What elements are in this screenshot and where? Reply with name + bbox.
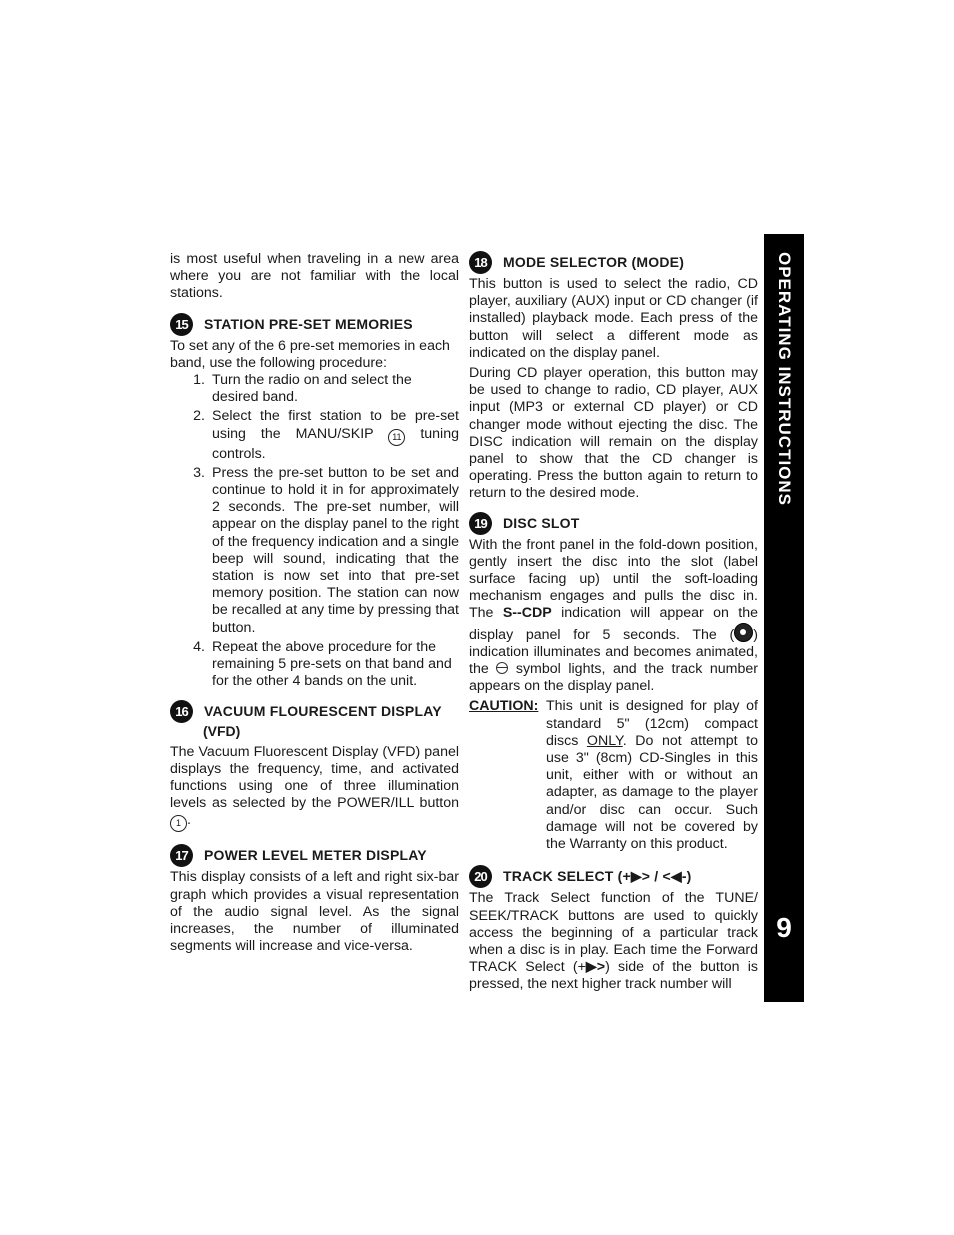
caution-label: CAUTION: [469,698,539,715]
section-18-paragraph-1: This button is used to select the radio, CD player, auxiliary (AUX) input or CD changer (if installed) playback mode. Each press of the button will select a different mode as indicated on the display panel. [469,276,758,361]
section-15-heading [170,313,459,336]
reference-number-icon: 1 [170,815,187,832]
section-number-badge: 17 [170,844,193,867]
page-number: 9 [776,912,792,943]
section-16-heading [170,700,459,723]
reference-number-icon: 11 [388,429,405,446]
list-item: 1. Turn the radio on and select the desired band. [193,372,412,406]
continued-paragraph: is most useful when traveling in a new area where you are not familiar with the local stations. [170,251,459,302]
section-19-body: With the front panel in the fold-down position, gently insert the disc into the slot (label surface facing up) until the soft-loading mechanism engages and pulls the disc in. The S--CDP indication will appear on the display panel for 5 seconds. The ( ) indication illuminates and becomes animated, the symbol lights, and the track number appears on the display panel. [469,536,758,695]
chapter-title: OPERATING INSTRUCTIONS [775,252,794,507]
section-19-heading [469,512,758,535]
section-number-badge: 16 [170,700,193,723]
section-18-heading [469,251,758,274]
chapter-sidebar [764,234,804,1002]
section-title-continued: (VFD) [203,723,241,740]
forward-arrow-icon: ▶> [585,959,606,976]
section-15-intro: To set any of the 6 pre-set memories in each band, use the following procedure: [170,337,450,371]
caution-note [469,698,758,853]
section-title: DISC SLOT [503,514,580,531]
disc-animation-icon [734,623,753,642]
caution-text: This unit is designed for play of standard 5" (12cm) compact discs ONLY. Do not attempt to use 3" (8cm) CD-Singles in this unit, either with or without an adapter, as damage to the player and/or disc can occur. Such damage will not be covered by the Warranty on this product. [546,698,759,853]
section-number-badge: 19 [469,512,492,535]
section-17-heading [170,844,459,867]
list-item: 2. Select the first station to be pre-set using the MANU/SKIP 11 tuning controls. [193,408,459,462]
section-number-badge: 18 [469,251,492,274]
forward-arrow-icon: ▶> [630,868,651,885]
section-20-body: The Track Select function of the TUNE/ SEEK/TRACK buttons are used to quickly access the beginning of a particular track when a disc is in play. Each time the Forward TRACK Select (+▶>) side of the button is pressed, the next higher track number will [469,890,758,993]
section-title: VACUUM FLOURESCENT DISPLAY [204,703,442,720]
list-item: 3. Press the pre-set button to be set and continue to hold it in for approximately 2 seconds. The pre-set number, will appear on the display panel to the right of the frequency indication and a single beep will sound, indicating that the station is now set into that pre-set memory position. The station can now be recalled at any time by pressing that button. [193,464,459,636]
section-17-body: This display consists of a left and right six-bar graph which provides a visual representation of the audio signal level. As the signal increases, the number of illuminated segments will increase and vice-versa. [170,869,459,955]
section-20-heading [469,865,758,888]
right-column [469,251,758,994]
section-number-badge: 15 [170,313,193,336]
disc-symbol-icon [496,662,508,674]
section-title: POWER LEVEL METER DISPLAY [204,847,427,864]
section-title: TRACK SELECT (+▶> / <◀-) [503,868,692,885]
reverse-arrow-icon: ◀ [670,868,682,885]
section-title: STATION PRE-SET MEMORIES [204,315,413,332]
list-item: 4. Repeat the above procedure for the remaining 5 pre-sets on that band and for the other 4 bands on the unit. [193,638,452,690]
section-number-badge: 20 [469,865,492,888]
section-18-paragraph-2: During CD player operation, this button may be used to change to radio, CD player, AUX input (MP3 or external CD player) or CD changer mode without ejecting the disc. The DISC indication will remain on the display panel to show that the CD changer is operating. Press the button again to return to return to the desired mode. [469,365,758,502]
section-title: MODE SELECTOR (MODE) [503,253,685,270]
preset-steps-list [170,372,459,690]
section-16-body: The Vacuum Fluorescent Display (VFD) panel displays the frequency, time, and activated functions using one of three illumination levels as selected by the POWER/ILL button 1 . [170,744,459,833]
left-column [170,251,459,956]
